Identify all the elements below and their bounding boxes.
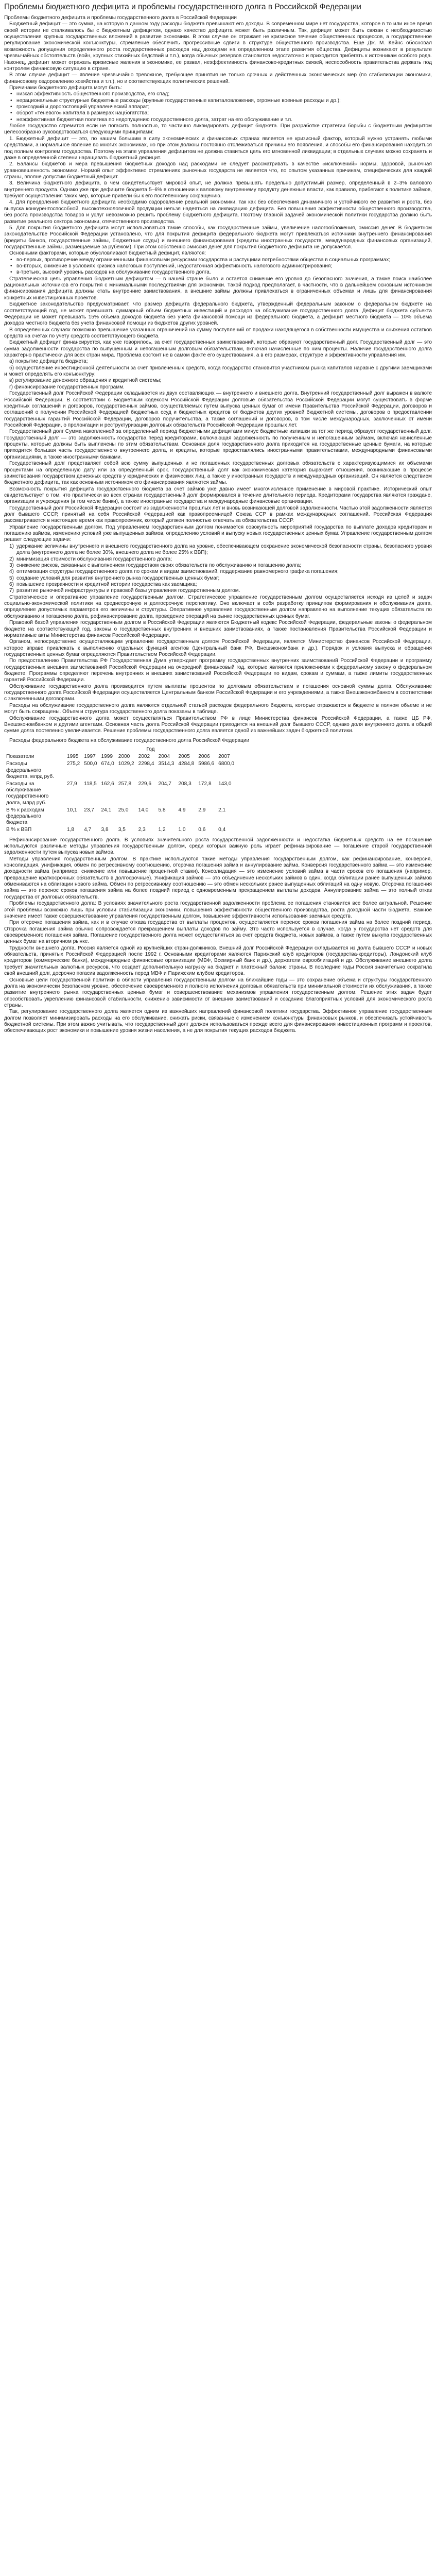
- table-cell: 2298,4: [138, 761, 154, 767]
- paragraph: В этом случае дефицит — явление чрезвычайно тревожное, требующее принятия не только срочных и действенных экономических мер (по стабилизации экономики, финансовому оздоровлению хозяйства и т.п.), но и соответствующих политических решений.: [4, 72, 432, 84]
- table-cell: 172,8: [198, 781, 212, 787]
- paragraph: Проблемы государственного долга: В условиях значительного роста государственной задолженности проблема ее погашения становится все более актуальной. Решение этой проблемы возможно лишь при условии стабилизации экономики, повышения эффективности общественного производства, роста доходной части бюджета. Важное значение имеет также совершенствование управления государственным долгом, повышение эффективности использования заемных средств.: [4, 901, 432, 919]
- paragraph: Органом, непосредственно осуществляющим управление государственным долгом Российской Федерации, является Министерство финансов Российской Федерации, которое вправе привлекать к выполнению отдельных функций агентов (Центральный банк РФ, Внешэкономбанк и др.). Порядок и условия выпуска и обращения государственных ценных бумаг определяются Правительством Российской Федерации.: [4, 639, 432, 657]
- list-item: [4, 569, 432, 575]
- row-label: В % к расходам федерального бюджета: [6, 807, 44, 826]
- paragraph: Проблемы бюджетного дефицита и проблемы государственного долга в Российской Федерации: [4, 15, 237, 21]
- column-header: 2006: [198, 754, 210, 760]
- table-row: [4, 826, 236, 834]
- table-row: [4, 807, 236, 827]
- list-number: 4): [9, 569, 14, 575]
- paragraph: Бюджетное законодательство предусматривает, что размер дефицита федерального бюджета, утвержденный федеральным законом о федеральном бюджете на соответствующий год, не может превышать суммарный объем бюджетных инвестиций и расходов на обслуживание государственного долга. Дефицит бюджета субъекта Федерации не может превышать 15% объема доходов бюджета без учета финансовой помощи из федерального бюджета, а дефицит местного бюджета — 10% объема доходов местного бюджета без учета финансовой помощи из бюджетов других уровней.: [4, 301, 432, 327]
- row-label: Расходы федерального бюджета, млрд руб.: [6, 761, 54, 779]
- paragraph: Правовой базой управления государственным долгом в Российской Федерации являются Бюджетный кодекс Российской Федерации, федеральные законы о федеральном бюджете на соответствующий год, законы о государственных внутренних и внешних заимствованиях, а также постановления Правительства Российской Федерации и нормативные акты Министерства финансов Российской Федерации.: [4, 620, 432, 638]
- paragraph: Расходы на обслуживание государственного долга являются отдельной статьей расходов федерального бюджета, которые отражаются в бюджете в полном объеме и не могут быть сокращены. Объем и структура государственного долга показаны в таблице.: [4, 702, 432, 715]
- table-cell: 24,1: [101, 807, 112, 813]
- document-body: [4, 15, 432, 1035]
- document-title: Проблемы бюджетного дефицита и проблемы государственного долга в Российской Федерации: [4, 3, 361, 11]
- column-header: 2007: [218, 754, 230, 760]
- list-item: • в-третьих, высокий уровень расходов на обслуживание государственного долга.: [4, 269, 432, 276]
- table-cell: 674,0: [101, 761, 114, 767]
- list-item: • во-первых, противоречие между ограниченными финансовыми ресурсами государства и растущими потребностями общества в социальных программах;: [4, 257, 432, 263]
- column-header: Показатели: [6, 754, 34, 760]
- bullet-list: [4, 257, 432, 276]
- table-cell: 4,7: [84, 827, 92, 833]
- list-number: 1): [9, 543, 14, 549]
- table-cell: 2,3: [138, 827, 146, 833]
- list-item: • громоздкий и дорогостоящий управленческий аппарат;: [4, 104, 432, 110]
- table-cell: 2,9: [198, 807, 206, 813]
- list-item: [4, 588, 432, 594]
- paragraph: Бюджетный дефицит — это сумма, на которую в данном году расходы бюджета превышают его доходы. В современном мире нет государства, которое в то или иное время своей истории не сталкивалось бы с бюджетным дефицитом, однако качество дефицита может быть различным. Так, дефицит может быть связан с необходимостью осуществления крупных государственных вложений в развитие экономики. В этом случае он отражает не кризисное течение общественных процессов, а государственное регулирование экономической конъюнктуры, стремление обеспечить прогрессивные сдвиги в структуре общественного производства. Еще Дж. М. Кейнс обосновал возможность допущения определенного роста государственных расходов над доходами на определенном этапе развития общества. Дефициты возникают в результате чрезвычайных обстоятельств (войн, крупных стихийных бедствий и т.п.), когда обычных резервов становится недостаточно и приходится прибегать к источникам особого рода. Наконец, дефицит может отражать кризисные явления в экономике, ее развал, неэффективность финансово-кредитных связей, неспособность правительства держать под контролем финансовую ситуацию в стране.: [4, 21, 432, 72]
- paragraph: Причинами бюджетного дефицита могут быть:: [9, 84, 122, 91]
- table-cell: 257,8: [118, 781, 132, 787]
- table-cell: 162,6: [101, 781, 114, 787]
- paragraph: Так, регулирование государственного долга является одним из важнейших направлений финансовой политики государства. Эффективное управление государственным долгом позволяет минимизировать расходы на его обслуживание, снижать риски, связанные с изменением конъюнктуры финансовых рынков, и обеспечивать устойчивость бюджетной системы. При этом важно учитывать, что государственный долг должен использоваться прежде всего для финансирования инвестиционных программ и проектов, обеспечивающих рост экономики и повышение уровня жизни населения, а не для покрытия текущих расходов бюджета.: [4, 1009, 432, 1034]
- list-item: [4, 582, 432, 588]
- paragraph: Рефинансирование государственного долга. В условиях значительного роста государственной задолженности и недостатка бюджетных средств на ее погашение используются различные методы управления государственным долгом, среди которых важную роль играет рефинансирование — погашение старой государственной задолженности путем выпуска новых займов.: [4, 837, 432, 856]
- table-row: [4, 760, 236, 781]
- list-text: повышение прозрачности и кредитной истории государства как заемщика;: [16, 581, 197, 587]
- paragraph: Управление государственным долгом. Под управлением государственным долгом понимается совокупность мероприятий государства по выплате доходов кредиторам и погашению займов, изменению условий уже выпущенных займов, определению условий и выпуску новых государственных ценных бумаг. Управление государственным долгом решает следующие задачи:: [4, 524, 432, 543]
- paragraph: Трудности внешнего долга. Россия является одной из крупнейших стран-должников. Внешний долг Российской Федерации складывается из долга бывшего СССР и новых обязательств, принятых Российской Федерацией после 1992 г. Основными кредиторами являются Парижский клуб кредиторов (государства-кредиторы), Лондонский клуб кредиторов (коммерческие банки), международные финансовые организации (МВФ, Всемирный банк и др.), держатели еврооблигаций и др. Обслуживание внешнего долга требует значительных валютных ресурсов, что создает дополнительную нагрузку на бюджет и платежный баланс страны. В последние годы Россия значительно сократила свой внешний долг, досрочно погасив задолженность перед МВФ и Парижским клубом кредиторов.: [4, 945, 432, 977]
- paragraph: в) регулирование денежного обращения и кредитной системы;: [9, 378, 162, 384]
- column-header: 2000: [118, 754, 130, 760]
- table-cell: 1,8: [67, 827, 75, 833]
- paragraph: а) покрытие дефицита бюджета;: [9, 359, 88, 365]
- document-page: [0, 0, 436, 1035]
- paragraph: По предоставлению Правительства РФ Государственная Дума утверждает программу государственных внутренних заимствований Российской Федерации и программу государственных внешних заимствований Российской Федерации на очередной финансовый год, которые являются приложениями к федеральному закону о федеральном бюджете. Программы определяют перечень внутренних и внешних заимствований Российской Федерации по видам, срокам и суммам, а также лимиты государственных гарантий Российской Федерации.: [4, 658, 432, 683]
- table-cell: 6800,0: [218, 761, 235, 767]
- paragraph: Методы управления государственным долгом. В практике используются такие методы управления государственным долгом, как рефинансирование, конверсия, консолидация, унификация, обмен по регрессивному соотношению, отсрочка погашения займа и аннулирование займа. Конверсия государственного займа — это изменение доходности займа (например, снижение или повышение процентной ставки). Консолидация — это изменение условий займа в части сроков его погашения (например, превращение краткосрочных обязательств в долгосрочные). Унификация займов — это объединение нескольких займов в один, когда облигации ранее выпущенных займов обмениваются на облигации нового займа. Обмен по регрессивному соотношению — это обмен нескольких ранее выпущенных облигаций на одну новую. Отсрочка погашения займа — это перенос сроков погашения займа на более поздний период с одновременным прекращением выплаты доходов. Аннулирование займа — это полный отказ государства от долговых обязательств.: [4, 856, 432, 900]
- table-cell: 229,6: [138, 781, 151, 787]
- paragraph: Государственный долг представляет собой всю сумму выпущенных и не погашенных государственных долговых обязательств с характеризующимися их объемами процентами на определенную дату или за определенный срок. Государственный долг как экономическая категория выражает отношения, возникающие в процессе заимствования государством денежных средств у юридических и физических лиц, а также у иностранных государств и международных организаций. Он является следствием бюджетного дефицита, так как основным источником его финансирования являются займы.: [4, 461, 432, 486]
- paragraph: Обслуживание государственного долга производится путем выплаты процентов по долговым обязательствам и погашения основной суммы долга. Обслуживание государственного долга Российской Федерации осуществляется Центральным банком Российской Федерации и его учреждениями, а также Внешэкономбанком в соответствии с заключенными договорами.: [4, 683, 432, 702]
- list-text: минимизация стоимости обслуживания государственного долга;: [16, 556, 172, 562]
- paragraph: Государственный долг Сумма накопленной за определенный период бюджетными дефицитами минус бюджетные излишки за тот же период образует государственный долг. Государственный долг — это задолженность государства перед кредиторами, включающая задолженность по полученным и непогашенным займам, включая начисленные проценты, которые должны быть выплачены по этим обязательствам. Основная доля государственного долга приходится на государственные ценные бумаги, на которые приходится большая часть государственного внутреннего долга, и кредиты, которые предоставлялись иностранными правительствами, международными финансовыми организациями, а также иностранными банками.: [4, 429, 432, 460]
- column-header: 1995: [67, 754, 79, 760]
- table-row: [4, 746, 236, 753]
- table-cell: [4, 746, 65, 753]
- list-item: [4, 563, 432, 569]
- year-label: Год: [146, 746, 155, 752]
- paragraph: 3. Величина бюджетного дефицита, в чем свидетельствует мировой опыт, не должна превышать предельно допустимый размер, определенный в 2–3% валового внутреннего продукта. Однако уже при дефиците бюджета 5–6% в отношении к валовому внутреннему продукту денежные власти, как правило, прибегают к политике займов, требуют осуществления таких мер, которые привели бы к его постепенному сокращению.: [4, 180, 432, 199]
- paragraph: Стратегическая цель управления бюджетным дефицитом — в нашей стране было и остается снижение его уровня до безопасного значения, а также поиск наиболее рациональных источников его покрытия с минимальными последствиями для экономики. Такой подход предполагает, в частности, что в дальнейшем основным источником финансирования дефицита должны стать внутренние заимствования, а внешние займы должны привлекаться в ограниченных объемах и лишь для финансирования конкретных инвестиционных проектов.: [4, 276, 432, 301]
- table-cell: 204,7: [158, 781, 171, 787]
- table-caption: Расходы федерального бюджета на обслуживание государственного долга Российской Федерации: [9, 737, 250, 743]
- paragraph: б) осуществление инвестиционной деятельности за счет привлеченных средств, когда государство становится участником рынка капиталов наравне с другими заемщиками и может определять его конъюнктуру;: [4, 365, 432, 378]
- list-text: создание условий для развития внутреннего рынка государственных ценных бумаг;: [16, 575, 220, 581]
- table-cell: 1,0: [178, 827, 186, 833]
- paragraph: 1. Бюджетный дефицит — это, по нашим большим в силу экономических и финансовых странах является не кризисный фактор, который нужно устранять любыми средствами, а нормальное явление во многих экономиках, но при этом должны постоянно отслеживаться причины его появления, и способы его финансирования находиться под полным контролем государства. Поэтому на этапе управления дефицитом не должна ставиться цель его мгновенной ликвидации; в отдельных случаях можно сохранять и даже в определенной степени наращивать бюджетный дефицит.: [4, 135, 432, 161]
- paragraph: Основными факторами, которые обусловливают бюджетный дефицит, являются:: [9, 250, 206, 257]
- table-row: [4, 781, 236, 807]
- table-cell: 14,0: [138, 807, 149, 813]
- row-label: В % к ВВП: [6, 827, 32, 833]
- table-cell: 208,3: [178, 781, 191, 787]
- table-cell: 500,0: [84, 761, 97, 767]
- column-header: 2004: [158, 754, 170, 760]
- paragraph: Основные цели государственной политики в области управления государственным долгом на ближайшие годы — это сохранение объема и структуры государственного долга на экономически безопасном уровне, обеспечение своевременного и полного исполнения долговых обязательств при минимальной стоимости их обслуживания, а также развитие внутреннего рынка государственных ценных бумаг и совершенствование механизмов управления государственным долгом. Решение этих задач будет способствовать укреплению финансовой стабильности, снижению зависимости от внешних заимствований и созданию благоприятных условий для экономического роста страны.: [4, 977, 432, 1008]
- list-item: [4, 556, 432, 563]
- paragraph: Обслуживание государственного долга может осуществляться Правительством РФ в лице Министерства финансов Российской Федерации, а также ЦБ РФ, Внешэкономбанком и другими агентами. Основная часть долга Российской Федерации приходится на внешний долг бывшего СССР, однако доля внутреннего долга в общей сумме долга постепенно увеличивается. Решение проблемы государственного долга является одной из важнейших задач бюджетной политики.: [4, 715, 432, 734]
- row-label: Расходы на обслуживание государственного долга, млрд руб.: [6, 781, 49, 806]
- column-header: 2002: [138, 754, 150, 760]
- list-item: • нерациональные структурные бюджетные расходы (крупные государственные капиталовложения, огромные военные расходы и др.);: [4, 98, 432, 104]
- list-number: 5): [9, 575, 14, 581]
- column-header: 1999: [101, 754, 113, 760]
- table-cell: 0,6: [198, 827, 206, 833]
- list-text: развитие рыночной инфраструктуры и правовой базы управления государственным долгом.: [16, 588, 240, 594]
- table-cell: 4,9: [178, 807, 186, 813]
- list-number: 6): [9, 581, 14, 587]
- data-table: [4, 746, 236, 834]
- numbered-list: [4, 544, 432, 595]
- paragraph: При отсрочке погашения займа, как и в случае отказа государства от выплаты процентов, осуществляется перенос сроков погашения займа на более поздний период. Отсрочка погашения займа обычно сопровождается прекращением выплаты доходов по займу. Это часто используется в случае, когда у государства нет средств для своевременного погашения займа. Погашение государственного долга может осуществляться за счет средств бюджета, новых займов, а также путем выкупа государственных ценных бумаг на вторичном рынке.: [4, 920, 432, 945]
- table-cell: 27,9: [67, 781, 77, 787]
- table-cell: 25,0: [118, 807, 129, 813]
- bullet-list: [4, 91, 432, 123]
- table-header-row: [4, 753, 236, 760]
- table-cell: 3514,3: [158, 761, 175, 767]
- table-cell: 275,2: [67, 761, 80, 767]
- table-cell: 10,1: [67, 807, 77, 813]
- column-header: 1997: [84, 754, 96, 760]
- list-text: удержание величины внутреннего и внешнего государственного долга на уровне, обеспечивающем сохранение экономической безопасности страны, безопасного уровня долга (внутреннего долга не более 30%, внешнего долга не более 25% к ВВП);: [16, 543, 432, 556]
- list-item: • низкая эффективность общественного производства, его спад;: [4, 91, 432, 97]
- paragraph: 2. Балансы бюджетов и мера превышения бюджетных доходов над расходами не следует рассматривать в качестве «исключений» нормы, здоровой, рыночная уравновешенность экономики. Нормой опыт эффективно стремлениях рыночных государств не является что, по опытом указанных причинам, специфических для каждой страны, вполне допустим бюджетный дефицит.: [4, 161, 432, 180]
- paragraph: Возможность покрытия дефицита государственного бюджета за счет займов уже давно имеет многочисленное применение в мировой практике. Исторический опыт свидетельствует о том, что практически во всех странах государственный долг формировался в течение длительного периода. Кредиторами государства являются граждане, организации и учреждения (в том числе банки), а также иностранные государства и международные финансовые организации.: [4, 486, 432, 505]
- list-number: 2): [9, 556, 14, 562]
- list-number: 3): [9, 562, 14, 568]
- table-cell: 1029,2: [118, 761, 134, 767]
- list-item: • неэффективная бюджетная политика по недопущению государственного долга, затрат на его обслуживание и т.п.: [4, 117, 432, 123]
- table-cell: 5,8: [158, 807, 166, 813]
- column-header: 2005: [178, 754, 190, 760]
- list-item: [4, 544, 432, 556]
- table-cell: 0,4: [218, 827, 226, 833]
- table-cell: 4284,8: [178, 761, 195, 767]
- table-cell: 2,1: [218, 807, 226, 813]
- list-item: [4, 575, 432, 582]
- table-cell: 143,0: [218, 781, 232, 787]
- paragraph: В определенных случаях возможно превышение указанных ограничений на сумму поступлений от продажи находящегося в собственности имущества и снижения остатков средств на счетах по учету средств соответствующего бюджета.: [4, 327, 432, 339]
- paragraph: 4. Для преодоления бюджетного дефицита необходимо оздоровление реальной экономики, так как без обеспечения динамичного и устойчивого ее развития и роста, без выпуска конкурентоспособной, высокотехнологичной продукции нельзя надеяться на ликвидацию дефицита. Без повышения эффективности общественного производства, без роста производства товаров и услуг невозможно решить проблему бюджетного дефицита. Поэтому главной задачей экономической политики государства должно быть развитие реального сектора экономики, отечественного производства.: [4, 199, 432, 225]
- table-cell: 3,5: [118, 827, 126, 833]
- list-text: оптимизация структуры государственного долга по срокам и видам заимствований, поддержание равномерного графика погашения;: [16, 569, 339, 575]
- list-item: • во-вторых, снижение в условиях кризиса налоговых поступлений, недостаточная эффективность налогового администрирования;: [4, 263, 432, 269]
- paragraph: Стратегическое и оперативное управление государственным долгом. Стратегическое управление государственным долгом осуществляется исходя из целей и задач социально-экономической политики на среднесрочную и долгосрочную перспективу. Оно включает в себя разработку принципов формирования и обслуживания долга, определение допустимых параметров его величины и структуры. Оперативное управление государственным долгом направлено на выполнение текущих обязательств по обслуживанию и погашению долга, рефинансирование долга, проведение операций на рынке государственных ценных бумаг.: [4, 594, 432, 619]
- paragraph: Любое государство стремится если не погасить полностью, то частично ликвидировать дефицит бюджета. При разработке стратегии борьбы с бюджетным дефицитом целесообразно руководствоваться следующими принципами:: [4, 123, 432, 135]
- paragraph: г) финансирование государственных программ.: [9, 384, 125, 390]
- table-cell: 3,8: [101, 827, 109, 833]
- table-cell: 118,5: [84, 781, 97, 787]
- table-cell: 5986,6: [198, 761, 215, 767]
- table-cell: 1,2: [158, 827, 166, 833]
- list-text: снижение рисков, связанных с выполнением государством своих обязательств по обслуживанию и погашению долга;: [16, 562, 302, 568]
- paragraph: Государственный долг Российской Федерации складывается из двух составляющих — внутреннего и внешнего долга. Внутренний государственный долг выражен в валюте Российской Федерации. В соответствии с Бюджетным кодексом Российской Федерации долговые обязательства Российской Федерации могут существовать в форме кредитных соглашений и договоров, государственных займов, осуществляемых путем выпуска ценных бумаг от имени Правительства Российской Федерации, договоров и соглашений о получении Российской Федерацией бюджетных ссуд и бюджетных кредитов от бюджетов других уровней бюджетной системы, договоров о предоставлении государственных гарантий Российской Федерации, договоров поручительства, а также соглашений и договоров, в том числе международных, заключенных от имени Российской Федерации, о пролонгации и реструктуризации долговых обязательств Российской Федерации прошлых лет.: [4, 391, 432, 428]
- paragraph: 5. Для покрытия бюджетного дефицита могут использоваться такие способы, как государственные займы, увеличение налогообложения, эмиссия денег. В бюджетном законодательстве Российской Федерации установлено, что для покрытия дефицита федерального бюджета могут привлекаться источники внутреннего финансирования (кредиты банков, государственные займы, бюджетные ссуды) и внешнего финансирования (кредиты иностранных государств, международных финансовых организаций, государственные займы, размещаемые за рубежом). При этом собственно эмиссия денег для покрытия бюджетного дефицита не допускается.: [4, 225, 432, 250]
- paragraph: Бюджетный дефицит финансируется, как уже говорилось, за счет государственных заимствований, которые образуют государственный долг. Государственный долг — это сумма задолженности государства по выпущенным и непогашенным долговым обязательствам, включая начисленные по ним проценты. Наличие государственного долга характерно практически для всех стран мира. Проблема состоит не в самом факте его существования, а в его размерах, структуре и эффективности управления им.: [4, 340, 432, 359]
- table-cell: 23,7: [84, 807, 94, 813]
- list-item: • оборот «теневого» капитала в размерах нацбогатства;: [4, 110, 432, 116]
- list-number: 7): [9, 588, 14, 594]
- paragraph: Государственный долг Российской Федерации состоит из задолженности прошлых лет и вновь возникающей долговой задолженности. Частью этой задолженности является долг бывшего СССР, принятый на себя Российской Федерацией как правопреемницей Союза ССР в рамках международных соглашений. Российская Федерация рассматривается в настоящее время как правопреемник, который должен полностью отвечать за обязательства СССР.: [4, 505, 432, 524]
